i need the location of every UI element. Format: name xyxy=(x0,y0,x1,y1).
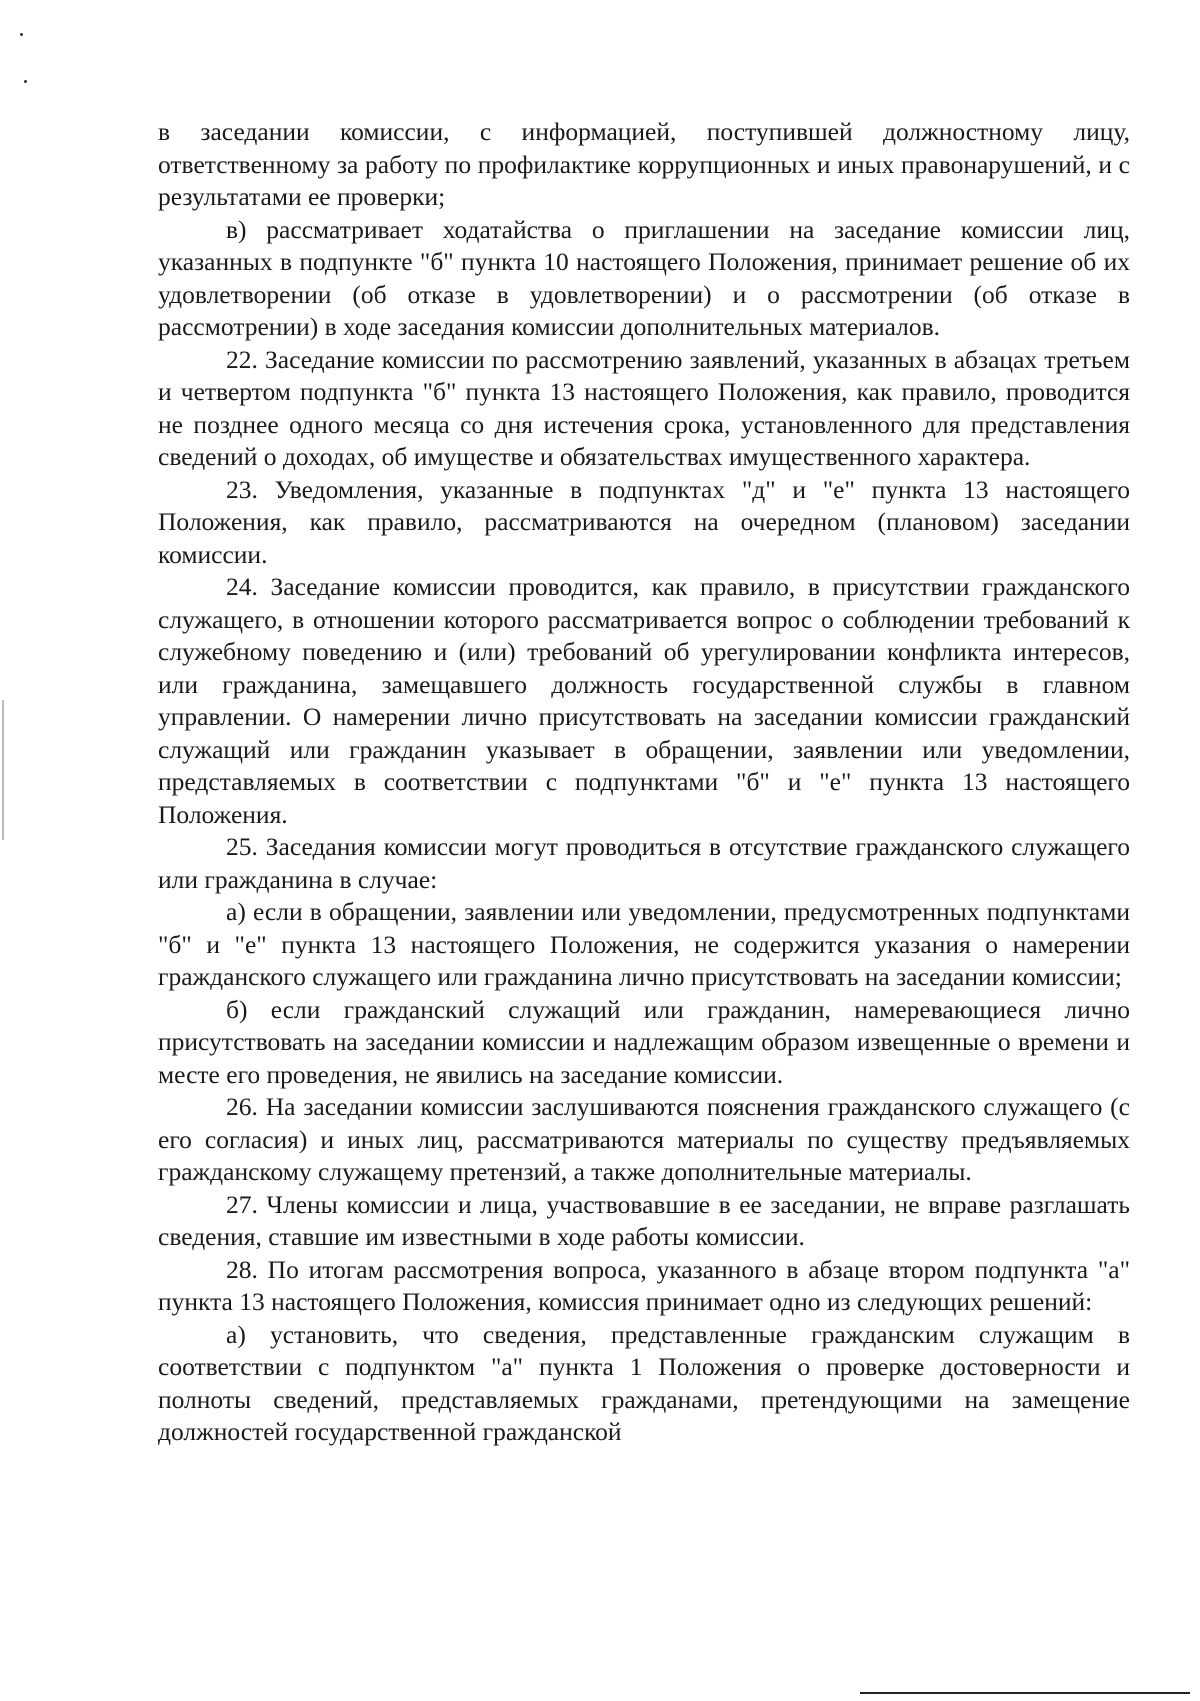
scan-speck xyxy=(20,33,23,36)
scan-speck xyxy=(24,80,27,83)
paragraph: в) рассматривает ходатайства о приглашении на заседание комиссии лиц, указанных в подпункте "б" пункта 10 настоящего Положения, принимает решение об их удовлетворении (об отказе в удовлетворении) и о рассмотрении (об отказе в рассмотрении) в ходе заседания комиссии дополнительных материалов. xyxy=(158,214,1130,341)
paragraph: 25. Заседания комиссии могут проводиться в отсутствие гражданского служащего или гражданина в случае: xyxy=(158,832,1130,894)
scan-bottom-rule xyxy=(860,1692,1190,1694)
paragraph: 28. По итогам рассмотрения вопроса, указанного в абзаце втором подпункта "а" пункта 13 настоящего Положения, комиссия принимает одно из следующих решений: xyxy=(158,1254,1130,1316)
paragraph: 23. Уведомления, указанные в подпунктах "д" и "е" пункта 13 настоящего Положения, как правило, рассматриваются на очередном (плановом) заседании комиссии. xyxy=(158,474,1130,569)
scan-edge-mark xyxy=(2,700,4,840)
paragraph: 24. Заседание комиссии проводится, как правило, в присутствии гражданского служащего, в отношении которого рассматривается вопрос о соблюдении требований к служебному поведению и (или) требований об урегулировании конфликта интересов, или гражданина, замещавшего должность государственной службы в главном управлении. О намерении лично присутствовать на заседании комиссии гражданский служащий или гражданин указывает в обращении, заявлении или уведомлении, представляемых в соответствии с подпунктами "б" и "е" пункта 13 настоящего Положения. xyxy=(158,572,1130,829)
paragraph: в заседании комиссии, с информацией, поступившей должностному лицу, ответственному за работу по профилактике коррупционных и иных правонарушений, и с результатами ее проверки; xyxy=(158,117,1130,211)
paragraph: а) установить, что сведения, представленные гражданским служащим в соответствии с подпунктом "а" пункта 1 Положения о проверке достоверности и полноты сведений, представляемых гражданами, претендующими на замещение должностей государственной гражданской xyxy=(158,1319,1130,1446)
paragraph: 22. Заседание комиссии по рассмотрению заявлений, указанных в абзацах третьем и четвертом подпункта "б" пункта 13 настоящего Положения, как правило, проводится не позднее одного месяца со дня истечения срока, установленного для представления сведений о доходах, об имуществе и обязательствах имущественного характера. xyxy=(158,344,1130,471)
paragraph: б) если гражданский служащий или гражданин, намеревающиеся лично присутствовать на заседании комиссии и надлежащим образом извещенные о времени и месте его проведения, не явились на заседание комиссии. xyxy=(158,994,1130,1089)
paragraph: а) если в обращении, заявлении или уведомлении, предусмотренных подпунктами "б" и "е" пункта 13 настоящего Положения, не содержится указания о намерении гражданского служащего или гражданина лично присутствовать на заседании комиссии; xyxy=(158,897,1130,991)
paragraph: 26. На заседании комиссии заслушиваются пояснения гражданского служащего (с его согласия) и иных лиц, рассматриваются материалы по существу предъявляемых гражданскому служащему претензий, а также дополнительные материалы. xyxy=(158,1092,1130,1186)
document-body xyxy=(158,116,1130,1449)
paragraph: 27. Члены комиссии и лица, участвовавшие в ее заседании, не вправе разглашать сведения, ставшие им известными в ходе работы комиссии. xyxy=(158,1189,1130,1251)
